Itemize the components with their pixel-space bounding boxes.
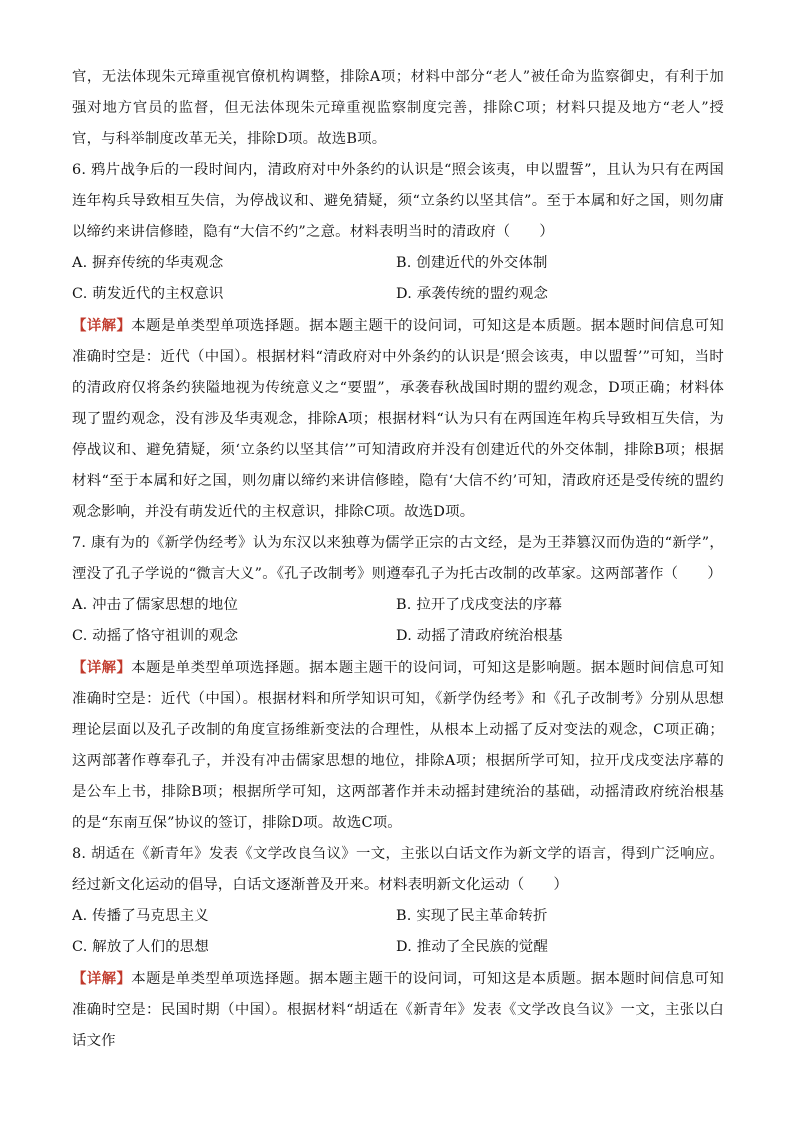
lead-in-paragraph: 官，无法体现朱元璋重视官僚机构调整，排除A项；材料中部分“老人”被任命为监察御史，有利于加强对地方官员的监督，但无法体现朱元璋重视监察制度完善，排除C项；材料只提及地方“老人”授官，与科举制度改革无关，排除D项。故选B项。 xyxy=(72,69,724,147)
option-d: D. 动摇了清政府统治根基 xyxy=(396,628,563,644)
explanation-tag: 【详解】 xyxy=(72,659,132,676)
explanation-tag: 【详解】 xyxy=(72,970,132,987)
question-stem: 7. 康有为的《新学伪经考》认为东汉以来独尊为儒学正宗的古文经，是为王莽篡汉而伪造的“新学”，湮没了孔子学说的“微言大义”。《孔子改制考》则遵奉孔子为托古改制的改革家。这两部著作（ ） xyxy=(72,535,724,582)
option-b: B. 创建近代的外交体制 xyxy=(396,255,548,271)
question-8 xyxy=(72,839,724,1057)
option-c: C. 萌发近代的主权意识 xyxy=(72,286,224,302)
question-stem: 6. 鸦片战争后的一段时间内，清政府对中外条约的认识是“照会该夷，申以盟誓”，且认为只有在两国连年构兵导致相互失信，为停战议和、避免猜疑，须“立条约以坚其信”。至于本属和好之国，则勿庸以缔约来讲信修睦，隐有“大信不约”之意。材料表明当时的清政府（ ） xyxy=(72,162,724,240)
explanation-paragraph xyxy=(72,310,724,528)
options-list xyxy=(72,248,724,310)
options-list xyxy=(72,590,724,652)
explanation-paragraph xyxy=(72,963,724,1057)
explanation-text: 本题是单类型单项选择题。据本题主题干的设问词，可知这是影响题。据本题时间信息可知准确时空是：近代（中国）。根据材料和所学知识可知，《新学伪经考》和《孔子改制考》分别从思想理论层面以及孔子改制的角度宣扬维新变法的合理性，从根本上动摇了反对变法的观念，C项正确；这两部著作尊奉孔子，并没有冲击儒家思想的地位，排除A项；根据所学可知，拉开戊戌变法序幕的是公车上书，排除B项；根据所学可知，这两部著作并未动摇封建统治的基础，动摇清政府统治根基的是“东南互保”协议的签订，排除D项。故选C项。 xyxy=(72,660,724,831)
question-6 xyxy=(72,155,724,528)
option-d: D. 推动了全民族的觉醒 xyxy=(396,939,549,955)
option-c: C. 动摇了恪守祖训的观念 xyxy=(72,628,239,644)
page-content xyxy=(72,62,724,1057)
question-7 xyxy=(72,528,724,839)
option-a: A. 传播了马克思主义 xyxy=(72,908,209,924)
option-a: A. 摒弃传统的华夷观念 xyxy=(72,255,224,271)
option-d: D. 承袭传统的盟约观念 xyxy=(396,286,549,302)
question-stem: 8. 胡适在《新青年》发表《文学改良刍议》一文，主张以白话文作为新文学的语言，得到广泛响应。经过新文化运动的倡导，白话文逐渐普及开来。材料表明新文化运动（ ） xyxy=(72,846,724,893)
explanation-text: 本题是单类型单项选择题。据本题主题干的设问词，可知这是本质题。据本题时间信息可知准确时空是：民国时期（中国）。根据材料“胡适在《新青年》发表《文学改良刍议》一文，主张以白话文作 xyxy=(72,971,724,1049)
explanation-text: 本题是单类型单项选择题。据本题主题干的设问词，可知这是本质题。据本题时间信息可知准确时空是：近代（中国）。根据材料“清政府对中外条约的认识是‘照会该夷，申以盟誓’”可知，当时的清政府仅将条约狭隘地视为传统意义之“要盟”，承袭春秋战国时期的盟约观念，D项正确；材料体现了盟约观念，没有涉及华夷观念，排除A项；根据材料“认为只有在两国连年构兵导致相互失信，为停战议和、避免猜疑，须‘立条约以坚其信’”可知清政府并没有创建近代的外交体制，排除B项；根据材料“至于本属和好之国，则勿庸以缔约来讲信修睦，隐有‘大信不约’可知，清政府还是受传统的盟约观念影响，并没有萌发近代的主权意识，排除C项。故选D项。 xyxy=(72,318,724,520)
option-b: B. 拉开了戊戌变法的序幕 xyxy=(396,597,563,613)
option-c: C. 解放了人们的思想 xyxy=(72,939,209,955)
option-a: A. 冲击了儒家思想的地位 xyxy=(72,597,239,613)
explanation-tag: 【详解】 xyxy=(72,317,132,334)
explanation-paragraph xyxy=(72,652,724,839)
option-b: B. 实现了民主革命转折 xyxy=(396,908,548,924)
options-list xyxy=(72,901,724,963)
